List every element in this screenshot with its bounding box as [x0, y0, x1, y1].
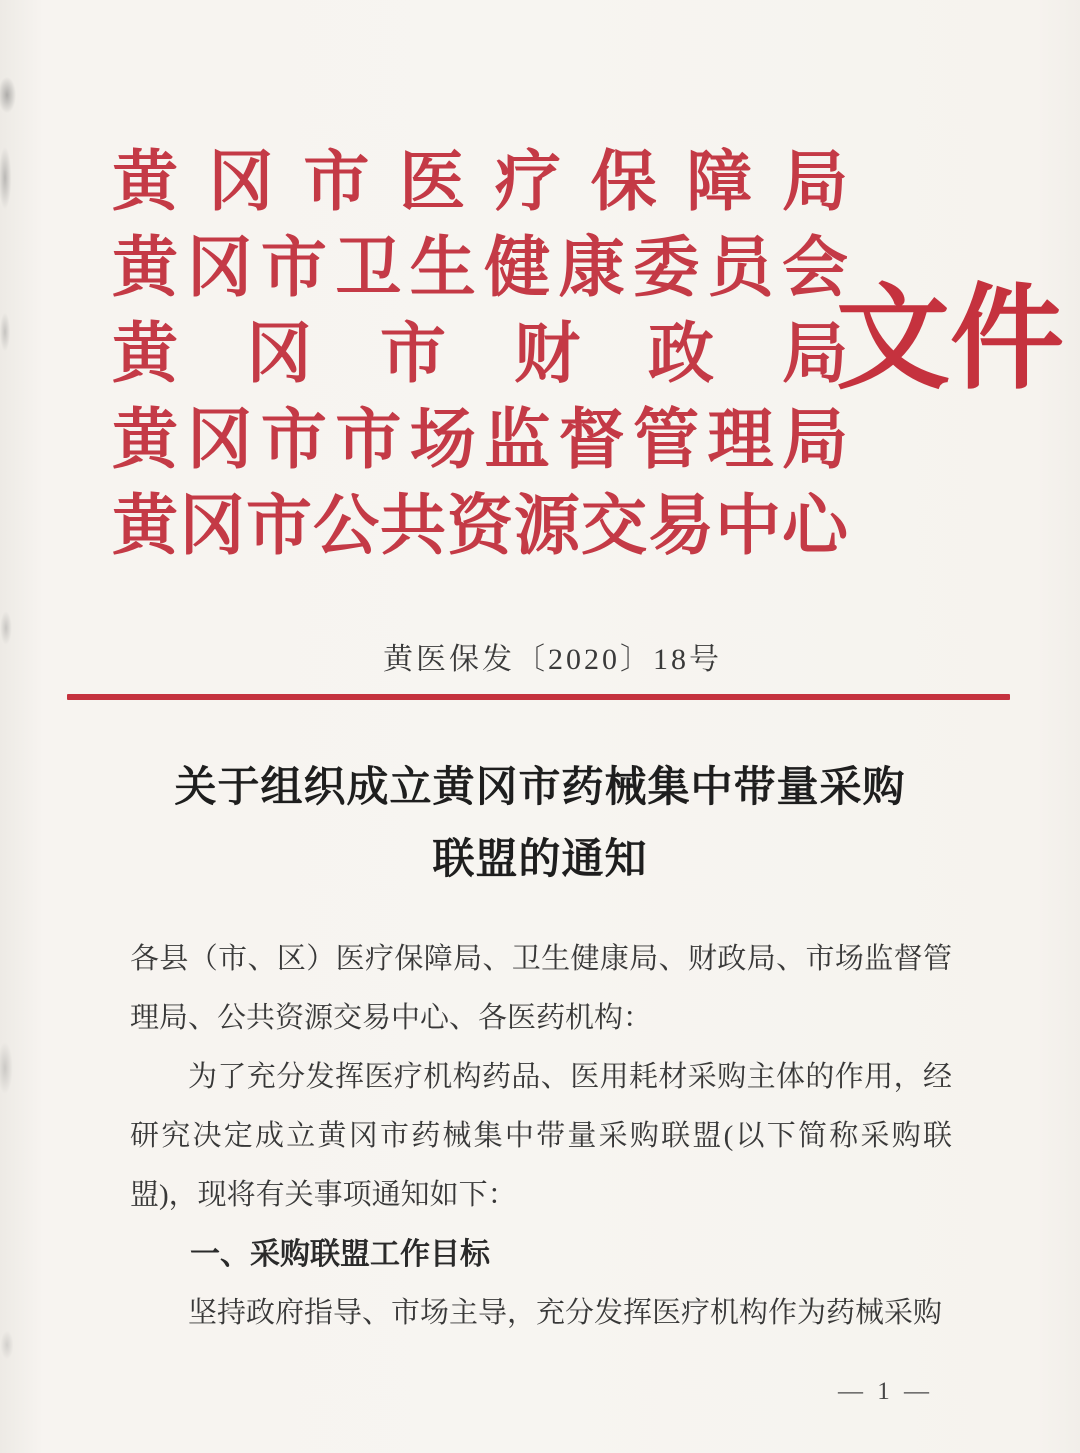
document-title: [0, 752, 1080, 896]
agency-name-list: [112, 142, 848, 572]
agency-name: 黄冈市医疗保障局: [112, 146, 848, 219]
red-divider-line: [67, 694, 1010, 700]
agency-name: 黄冈市卫生健康委员会: [112, 232, 848, 305]
body-paragraph: 坚持政府指导、市场主导，充分发挥医疗机构作为药械采购: [188, 1297, 943, 1329]
agency-name: 黄冈市公共资源交易中心: [112, 490, 848, 563]
body-paragraph: 为了充分发挥医疗机构药品、医用耗材采购主体的作用，经研究决定成立黄冈市药械集中带量采购联盟(以下简称采购联盟)，现将有关事项通知如下：: [130, 1061, 952, 1211]
doc-number: 黄医保发〔2020〕18号: [383, 643, 722, 676]
letterhead: [112, 142, 848, 572]
section-heading: 一、采购联盟工作目标: [190, 1238, 490, 1271]
page-number: — 1 —: [838, 1378, 933, 1405]
body-paragraph: 各县（市、区）医疗保障局、卫生健康局、财政局、市场监督管理局、公共资源交易中心、各医药机构：: [130, 943, 952, 1034]
agency-name: 黄冈市市场监督管理局: [112, 404, 848, 477]
document-body: [130, 930, 952, 1343]
doc-type-label: 文件: [836, 276, 1065, 403]
document-title-line1: 关于组织成立黄冈市药械集中带量采购: [174, 765, 906, 811]
document-title-line2: 联盟的通知: [432, 837, 648, 883]
agency-name: 黄冈市财政局: [112, 318, 848, 391]
